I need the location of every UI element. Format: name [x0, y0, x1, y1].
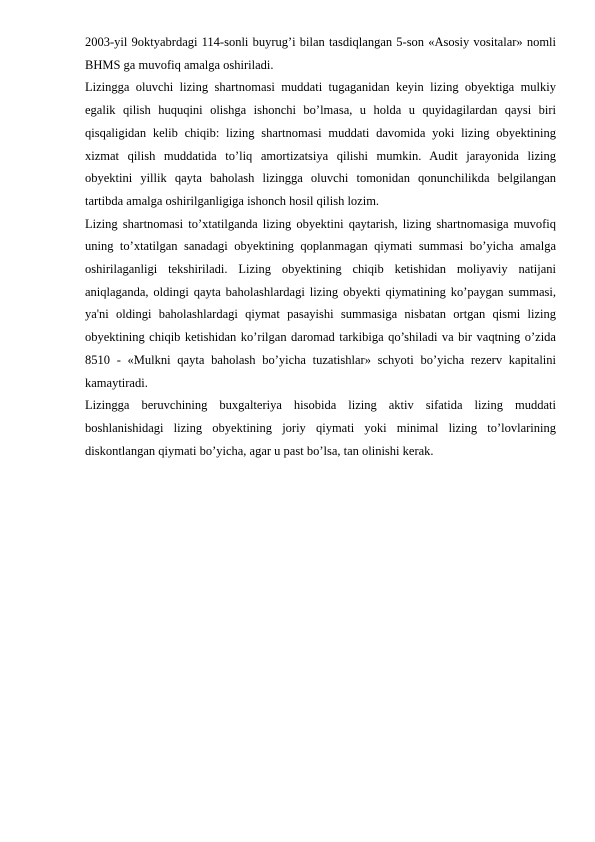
paragraph-4: Lizingga beruvchining buxgalteriya hisobida lizing aktiv sifatida lizing muddati boshlanishidagi lizing obyektining joriy qiymati yoki minimal lizing to’lovlarining diskontlangan qiymati bo’yicha, agar u past bo’lsa, tan olinishi kerak.: [85, 398, 556, 458]
paragraph-1: 2003-yil 9oktyabrdagi 114-sonli buyrug’i bilan tasdiqlangan 5-son «Asosiy vositalar» nomli BHMS ga muvofiq amalga oshiriladi.: [85, 35, 556, 72]
paragraph-3: Lizing shartnomasi to’xtatilganda lizing obyektini qaytarish, lizing shartnomasiga muvofiq uning to’xtatilgan sanadagi obyektining qoplanmagan qiymati summasi bo’yicha amalga oshirilaganligi tekshiriladi. Lizing obyektining chiqib ketishidan moliyaviy natijani aniqlaganda, oldingi qayta baholashlardagi lizing obyekti qiymatining ko’paygan summasi, ya'ni oldingi baholashlardagi qiymat pasayishi summasiga nisbatan ortgan qismi lizing obyektining chiqib ketishidan ko’rilgan daromad tarkibiga qo’shiladi va bir vaqtning o’zida 8510 - «Mulkni qayta baholash bo’yicha tuzatishlar» schyoti bo’yicha rezerv kapitalini kamaytiradi.: [85, 216, 556, 390]
paragraph-2: Lizingga oluvchi lizing shartnomasi muddati tugaganidan keyin lizing obyektiga mulkiy egalik qilish huquqini olishga ishonchi bo’lmasa, u holda u quyidagilardan qaysi biri qisqaligidan kelib chiqib: lizing shartnomasi muddati davomida yoki lizing obyektining xizmat qilish muddatida to’liq amortizatsiya qilishi mumkin. Audit jarayonida lizing obyektini yillik qayta baholash lizingga oluvchi tomonidan qonunchilikda belgilangan tartibda amalga oshirilganligiga ishonch hosil qilish lozim.: [85, 80, 556, 208]
document-page: [85, 31, 556, 462]
